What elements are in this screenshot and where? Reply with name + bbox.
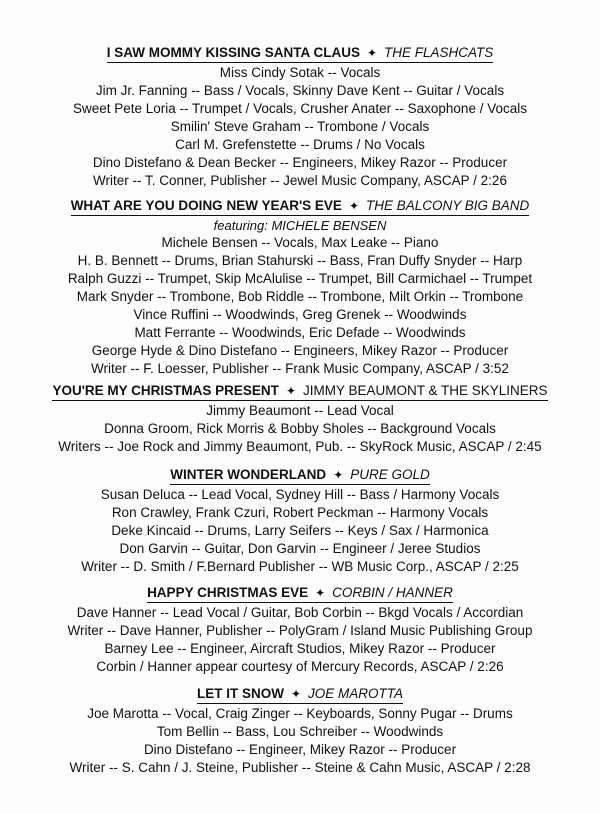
credit-line: Tom Bellin -- Bass, Lou Schreiber -- Woodwinds: [156, 724, 444, 739]
star-separator-icon: ✦: [290, 687, 302, 701]
song-title: WHAT ARE YOU DOING NEW YEAR'S EVE: [70, 198, 342, 213]
artist-name: CORBIN / HANNER: [332, 585, 453, 600]
credit-line: Writer -- T. Conner, Publisher -- Jewel Music Company, ASCAP / 2:26: [93, 173, 507, 188]
credit-line: Smilin' Steve Graham -- Trombone / Vocals: [170, 119, 430, 134]
credit-line: Dino Distefano & Dean Becker -- Engineers, Mikey Razor -- Producer: [92, 155, 508, 170]
song-title: YOU'RE MY CHRISTMAS PRESENT: [52, 383, 279, 398]
credit-line: Writer -- D. Smith / F.Bernard Publisher -- WB Music Corp., ASCAP / 2:25: [81, 559, 519, 574]
credit-line: Dino Distefano -- Engineer, Mikey Razor -- Producer: [143, 742, 457, 757]
track-credits-1: [0, 44, 600, 190]
song-title: HAPPY CHRISTMAS EVE: [147, 585, 309, 600]
star-separator-icon: ✦: [348, 199, 359, 213]
track-heading: [107, 44, 494, 63]
credit-line: Writer -- S. Cahn / J. Steine, Publisher -- Steine & Cahn Music, ASCAP / 2:28: [69, 760, 531, 775]
credit-line: Ron Crawley, Frank Czuri, Robert Peckman -- Harmony Vocals: [111, 505, 489, 520]
star-separator-icon: ✦: [333, 468, 344, 482]
artist-name: JIMMY BEAUMONT & THE SKYLINERS: [303, 383, 548, 398]
track-heading: [71, 197, 530, 216]
credit-line: Writers -- Joe Rock and Jimmy Beaumont, Pub. -- SkyRock Music, ASCAP / 2:45: [58, 439, 542, 454]
credit-line: Ralph Guzzi -- Trumpet, Skip McAlulise -- Trumpet, Bill Carmichael -- Trumpet: [67, 271, 533, 286]
credit-line: Corbin / Hanner appear courtesy of Mercury Records, ASCAP / 2:26: [96, 659, 504, 674]
star-separator-icon: ✦: [285, 384, 296, 398]
song-title: WINTER WONDERLAND: [170, 467, 327, 482]
credit-line: Writer -- Dave Hanner, Publisher -- PolyGram / Island Music Publishing Group: [67, 623, 533, 638]
credit-line: Susan Deluca -- Lead Vocal, Sydney Hill -- Bass / Harmony Vocals: [100, 487, 500, 502]
credit-line: Donna Groom, Rick Morris & Bobby Sholes -- Background Vocals: [104, 421, 496, 436]
song-title: LET IT SNOW: [196, 686, 284, 701]
track-credits-4: [0, 466, 600, 576]
credit-line: Michele Bensen -- Vocals, Max Leake -- Piano: [161, 235, 439, 250]
credit-line: Deke Kincaid -- Drums, Larry Seifers -- Keys / Sax / Harmonica: [111, 523, 489, 538]
credit-line: H. B. Bennett -- Drums, Brian Stahurski -- Bass, Fran Duffy Snyder -- Harp: [77, 253, 523, 268]
track-heading: [147, 584, 453, 603]
credit-line: Joe Marotta -- Vocal, Craig Zinger -- Keyboards, Sonny Pugar -- Drums: [87, 706, 513, 721]
artist-name: JOE MAROTTA: [308, 686, 404, 701]
credit-line: Jim Jr. Fanning -- Bass / Vocals, Skinny Dave Kent -- Guitar / Vocals: [95, 83, 505, 98]
track-heading: [52, 382, 547, 401]
credit-line: Miss Cindy Sotak -- Vocals: [219, 65, 381, 80]
artist-name: THE BALCONY BIG BAND: [366, 198, 530, 213]
star-separator-icon: ✦: [315, 586, 326, 600]
artist-name: PURE GOLD: [350, 467, 430, 482]
credit-line: Writer -- F. Loesser, Publisher -- Frank Music Company, ASCAP / 3:52: [91, 361, 509, 376]
artist-name: THE FLASHCATS: [384, 45, 494, 60]
track-credits-5: [0, 584, 600, 676]
credit-line: George Hyde & Dino Distefano -- Engineers, Mikey Razor -- Producer: [91, 343, 509, 358]
credit-line: Jimmy Beaumont -- Lead Vocal: [206, 403, 394, 418]
featuring-line: featuring: MICHELE BENSEN: [213, 218, 387, 233]
credit-line: Carl M. Grefenstette -- Drums / No Vocals: [175, 137, 425, 152]
credit-line: Barney Lee -- Engineer, Aircraft Studios, Mikey Razor -- Producer: [104, 641, 496, 656]
credit-line: Don Garvin -- Guitar, Don Garvin -- Engineer / Jeree Studios: [119, 541, 481, 556]
song-title: I SAW MOMMY KISSING SANTA CLAUS: [106, 45, 360, 60]
credit-line: Sweet Pete Loria -- Trumpet / Vocals, Crusher Anater -- Saxophone / Vocals: [73, 101, 527, 116]
track-credits-3: [0, 382, 600, 456]
track-credits-6: [0, 685, 600, 777]
track-heading: [170, 466, 430, 485]
track-credits-2: [0, 197, 600, 378]
credit-line: Vince Ruffini -- Woodwinds, Greg Grenek -- Woodwinds: [133, 307, 467, 322]
star-separator-icon: ✦: [366, 46, 378, 60]
credit-line: Mark Snyder -- Trombone, Bob Riddle -- Trombone, Milt Orkin -- Trombone: [76, 289, 524, 304]
track-heading: [197, 685, 403, 704]
credit-line: Matt Ferrante -- Woodwinds, Eric Defade -- Woodwinds: [134, 325, 466, 340]
credit-line: Dave Hanner -- Lead Vocal / Guitar, Bob Corbin -- Bkgd Vocals / Accordian: [76, 605, 524, 620]
